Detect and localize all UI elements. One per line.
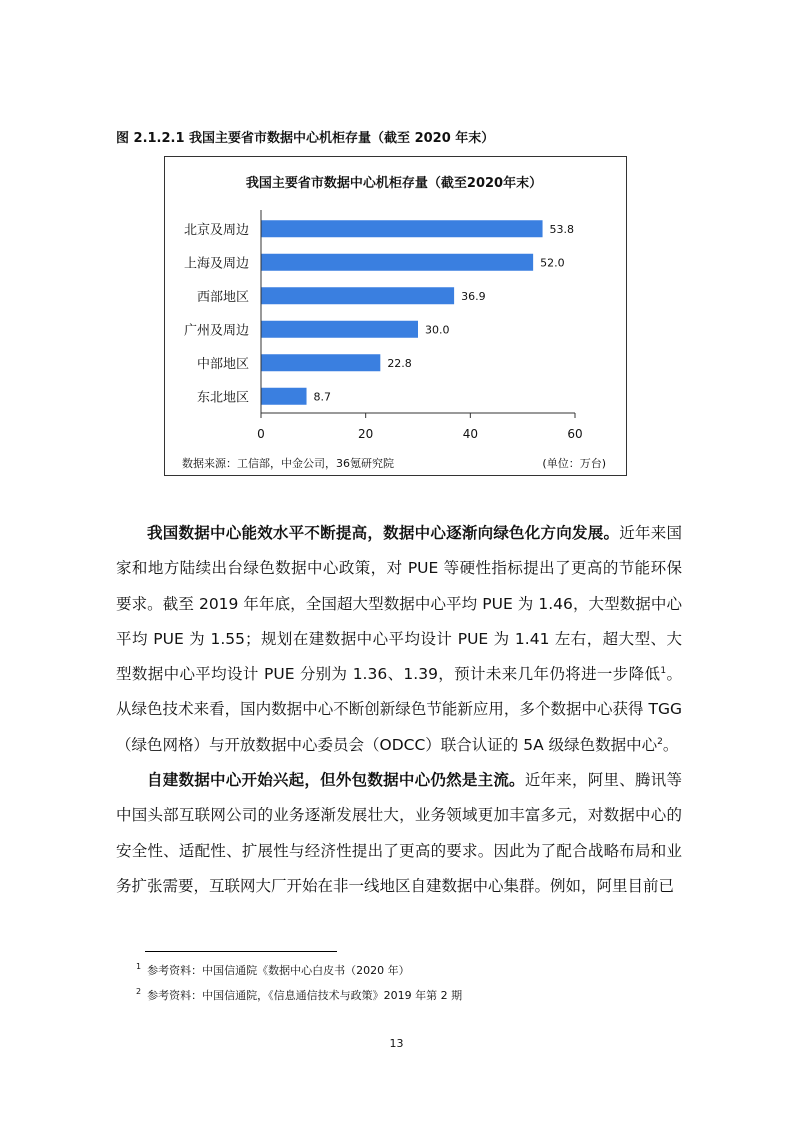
bar bbox=[261, 254, 533, 271]
x-tick-label: 40 bbox=[462, 427, 478, 441]
category-label: 中部地区 bbox=[196, 356, 249, 372]
x-tick-label: 0 bbox=[257, 427, 265, 441]
footnote-text: 参考资料：中国信通院，《信息通信技术与政策》2019 年第 2 期 bbox=[147, 989, 463, 1002]
chart-source: 数据来源：工信部，中金公司，36氪研究院 bbox=[182, 457, 394, 470]
chart-title: 我国主要省市数据中心机柜存量（截至2020年末） bbox=[245, 176, 543, 191]
bar-chart-svg bbox=[165, 157, 628, 477]
bar bbox=[261, 388, 307, 405]
footnote-number: 2 bbox=[136, 987, 142, 997]
category-label: 西部地区 bbox=[196, 289, 249, 305]
paragraph-text: 。从绿色技术来看，国内数据中心不断创新绿色节能新应用，多个数据中心获得 TGG（绿色网格）与开放数据中心委员会（ODCC）联合认证的 5A 级绿色数据中心 bbox=[116, 665, 682, 754]
data-label: 52.0 bbox=[540, 256, 565, 270]
footnote-ref[interactable]: 2 bbox=[657, 736, 663, 747]
category-label: 上海及周边 bbox=[183, 256, 249, 272]
x-tick-label: 20 bbox=[358, 427, 374, 441]
footnote-1 bbox=[136, 962, 410, 978]
footnote-text: 参考资料：中国信通院《数据中心白皮书（2020 年） bbox=[147, 964, 410, 977]
paragraph-text: 。 bbox=[662, 735, 679, 754]
data-label: 30.0 bbox=[425, 323, 450, 337]
data-label: 8.7 bbox=[313, 390, 332, 404]
footnote-2 bbox=[136, 987, 462, 1003]
bar bbox=[261, 287, 454, 304]
data-label: 22.8 bbox=[387, 356, 412, 370]
paragraph-lead: 我国数据中心能效水平不断提高，数据中心逐渐向绿色化方向发展。 bbox=[147, 524, 620, 542]
bar bbox=[261, 220, 543, 237]
chart-unit: (单位：万台) bbox=[542, 457, 606, 470]
category-label: 东北地区 bbox=[196, 390, 249, 406]
paragraph-text: 近年来国家和地方陆续出台绿色数据中心政策，对 PUE 等硬性指标提出了更高的节能环保要求。截至 2019 年年底，全国超大型数据中心平均 PUE 为 1.46，大型数据中心平均 PUE 为 1.55；规划在建数据中心平均设计 PUE 为 1.41 左右，超大型、大型数据中心平均设计 PUE 分别为 1.36、1.39，预计未来几年仍将进一步降低 bbox=[116, 524, 682, 684]
page-number: 13 bbox=[389, 1037, 404, 1050]
bar-chart bbox=[164, 156, 627, 476]
footnote-divider bbox=[145, 951, 337, 952]
data-label: 36.9 bbox=[461, 289, 486, 303]
paragraph-energy-efficiency bbox=[116, 516, 682, 763]
figure-caption: 图 2.1.2.1 我国主要省市数据中心机柜存量（截至 2020 年末） bbox=[116, 131, 495, 146]
bar bbox=[261, 321, 418, 338]
data-label: 53.8 bbox=[549, 222, 575, 236]
paragraph-self-built bbox=[116, 763, 682, 904]
category-label: 广州及周边 bbox=[183, 323, 249, 339]
bar bbox=[261, 354, 380, 371]
footnote-number: 1 bbox=[136, 962, 142, 972]
paragraph-text: 近年来，阿里、腾讯等中国头部互联网公司的业务逐渐发展壮大，业务领域更加丰富多元，对数据中心的安全性、适配性、扩展性与经济性提出了更高的要求。因此为了配合战略布局和业务扩张需要，互联网大厂开始在非一线地区自建数据中心集群。例如，阿里目前已 bbox=[116, 771, 682, 895]
footnote-ref[interactable]: 1 bbox=[660, 666, 667, 677]
paragraph-lead: 自建数据中心开始兴起，但外包数据中心仍然是主流。 bbox=[147, 771, 525, 789]
category-label: 北京及周边 bbox=[183, 222, 249, 238]
x-tick-label: 60 bbox=[567, 427, 583, 441]
